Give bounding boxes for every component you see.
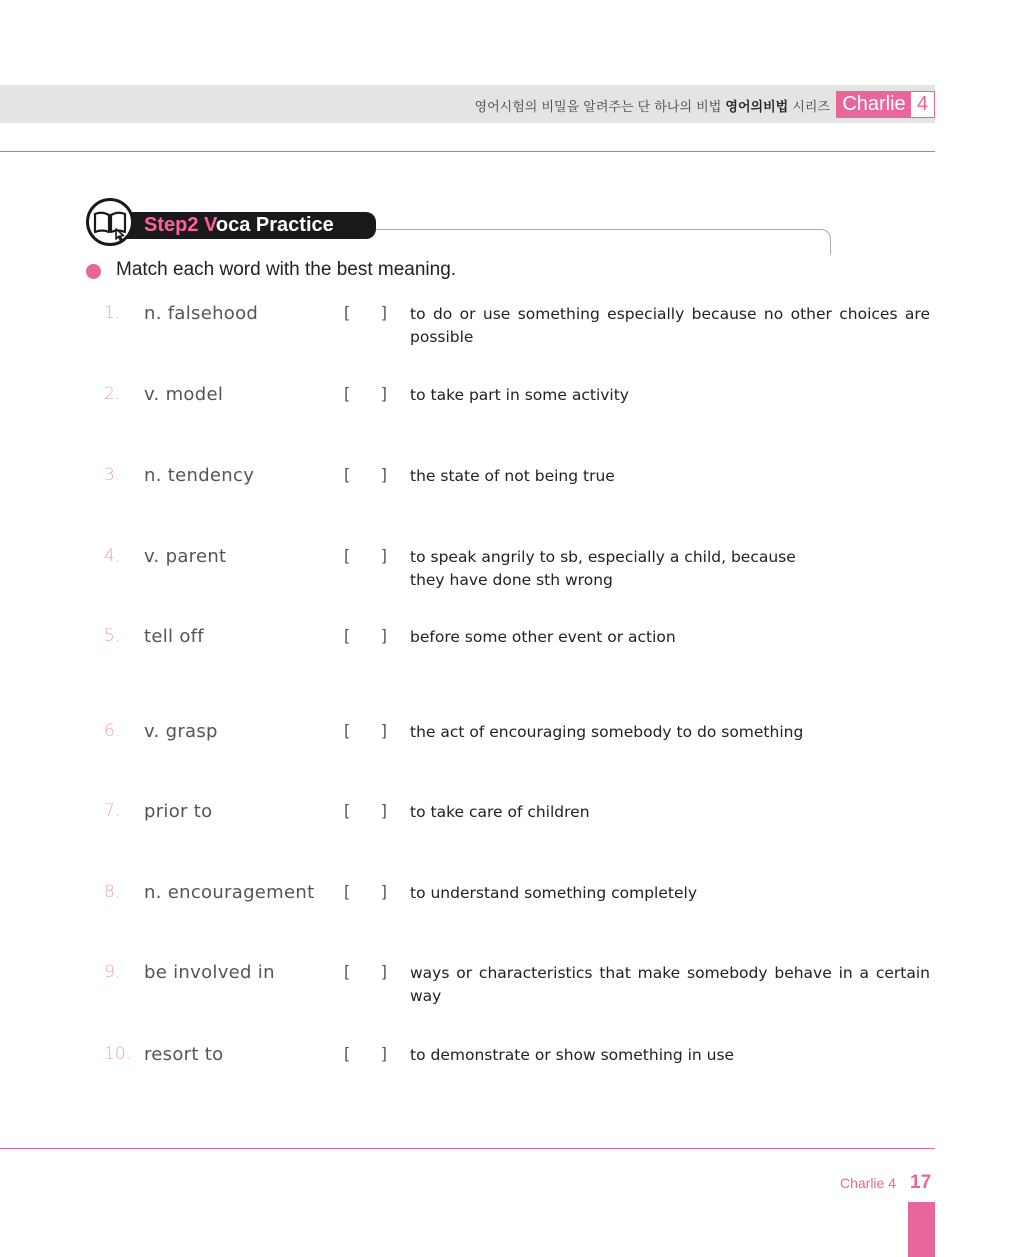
definition: before some other event or action	[410, 628, 676, 646]
definition: to speak angrily to sb, especially a child, because they have done sth wrong	[410, 548, 796, 589]
vocab-word: v. grasp	[144, 721, 218, 742]
answer-bracket[interactable]: [ ]	[344, 546, 387, 565]
vocab-word: n. falsehood	[144, 303, 259, 324]
answer-bracket[interactable]: [ ]	[344, 465, 387, 484]
item-number: 1.	[104, 303, 121, 323]
answer-bracket[interactable]: [ ]	[344, 962, 387, 981]
vocab-word: prior to	[144, 801, 213, 822]
item-number: 10.	[104, 1044, 132, 1064]
item-number: 7.	[104, 801, 121, 821]
answer-bracket[interactable]: [ ]	[344, 882, 387, 901]
instruction-text: Match each word with the best meaning.	[116, 259, 457, 280]
item-number: 6.	[104, 721, 121, 741]
section-frame-line	[370, 229, 831, 254]
definition: to demonstrate or show something in use	[410, 1046, 735, 1064]
answer-bracket[interactable]: [ ]	[344, 801, 387, 820]
definition: to take care of children	[410, 803, 590, 821]
vocab-word: resort to	[144, 1044, 224, 1065]
item-number: 4.	[104, 546, 121, 566]
vocab-word: tell off	[144, 626, 204, 647]
section-title: Step2 Voca Practice	[144, 214, 334, 236]
item-number: 8.	[104, 882, 121, 902]
header-divider	[0, 151, 935, 152]
definition: to take part in some activity	[410, 386, 629, 404]
item-number: 5.	[104, 626, 121, 646]
answer-bracket[interactable]: [ ]	[344, 303, 387, 322]
item-number: 2.	[104, 384, 121, 404]
vocab-word: be involved in	[144, 962, 275, 983]
bullet-icon	[86, 264, 101, 279]
answer-bracket[interactable]: [ ]	[344, 384, 387, 403]
vocab-word: n. tendency	[144, 465, 255, 486]
definition: to understand something completely	[410, 884, 697, 902]
brand-badge	[836, 91, 935, 118]
definition: to do or use something especially because no other choices are possible	[410, 305, 930, 346]
answer-bracket[interactable]: [ ]	[344, 1044, 387, 1063]
brand-number: 4	[916, 93, 929, 115]
vocab-word: v. parent	[144, 546, 227, 567]
item-number: 3.	[104, 465, 121, 485]
footer-divider	[0, 1148, 935, 1149]
definition: the state of not being true	[410, 467, 615, 485]
page-number: 17	[910, 1172, 932, 1193]
answer-bracket[interactable]: [ ]	[344, 721, 387, 740]
vocab-word: v. model	[144, 384, 224, 405]
brand-name: Charlie	[837, 92, 911, 117]
book-icon	[86, 198, 134, 246]
footer-book-label: Charlie 4	[839, 1175, 896, 1191]
definition: the act of encouraging somebody to do something	[410, 723, 804, 741]
item-number: 9.	[104, 962, 121, 982]
vocab-word: n. encouragement	[144, 882, 315, 903]
definition: ways or characteristics that make somebody behave in a certain way	[410, 964, 930, 1005]
page-tab	[908, 1202, 935, 1257]
series-tagline: 영어시험의 비밀을 알려주는 단 하나의 비법 영어의비법 시리즈	[474, 100, 830, 115]
answer-bracket[interactable]: [ ]	[344, 626, 387, 645]
